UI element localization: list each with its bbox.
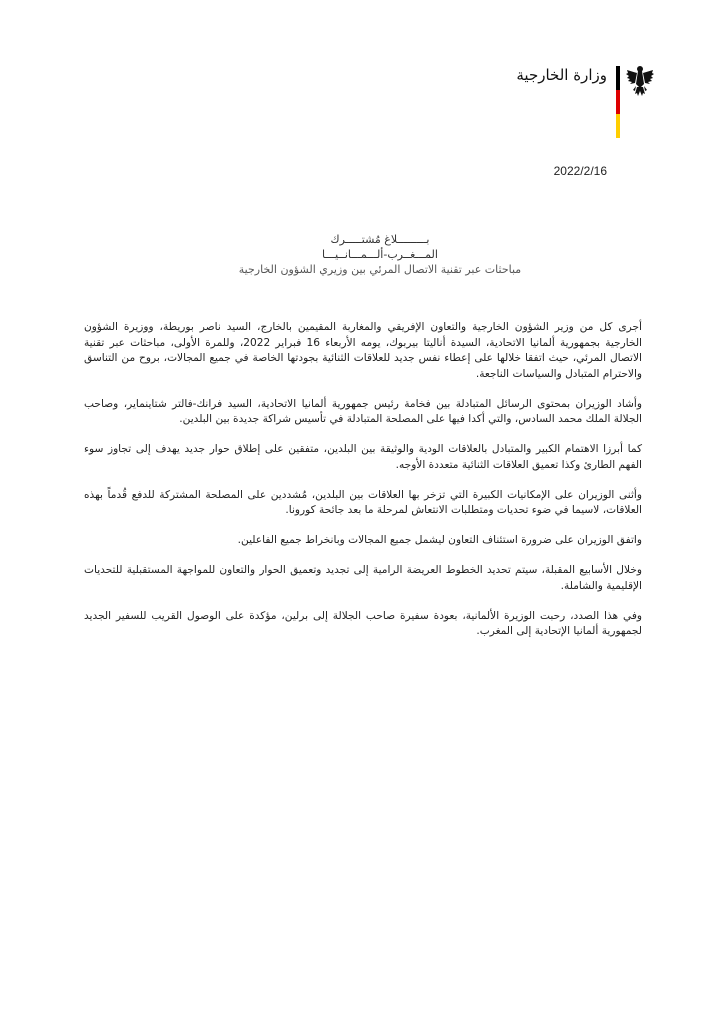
document-body	[84, 320, 642, 654]
title-block	[200, 232, 560, 277]
paragraph: وخلال الأسابيع المقبلة، سيتم تحديد الخطوط العريضة الرامية إلى تجديد وتعميق الحوار والتعاون للمواجهة المستقبلية للتحديات الإقليمية والشاملة.	[84, 564, 642, 592]
title-countries: المـــغــرب-ألـــمـــانــيـــا	[322, 248, 438, 261]
flag-gold-segment	[616, 114, 620, 138]
paragraph: واتفق الوزيران على ضرورة استئناف التعاون ليشمل جميع المجالات وبانخراط جميع الفاعلين.	[237, 534, 642, 546]
title-subject: مباحثات عبر تقنية الاتصال المرئي بين وزيري الشؤون الخارجية	[238, 263, 522, 276]
federal-eagle-icon	[626, 64, 654, 98]
title-joint-statement: بـــــــــلاغ مُشتـــــرك	[330, 233, 430, 246]
flag-stripe	[616, 66, 620, 138]
flag-red-segment	[616, 90, 620, 114]
ministry-name: وزارة الخارجية	[516, 66, 607, 84]
paragraph: وفي هذا الصدد، رحبت الوزيرة الألمانية، بعودة سفيرة صاحب الجلالة إلى برلين، مؤكدة على الوصول القريب للسفير الجديد لجمهورية ألمانيا الإتحادية إلى المغرب.	[84, 609, 642, 637]
paragraph: أجرى كل من وزير الشؤون الخارجية والتعاون الإفريقي والمغاربة المقيمين بالخارج، السيد ناصر بوريطة، ووزيرة الشؤون الخارجية بجمهورية ألمانيا الاتحادية، السيدة أناليتا بيربوك، يومه الأربعاء 16 فبراير 2022، وللمرة الأولى، مباحثات عبر تقنية الاتصال المرئي، حيث اتفقا خلالها على إعطاء نفس جديد للعلاقات الثنائية بجودتها الخاصة في جميع المجالات، بروح من التناسق والاحترام المتبادل والسياسات الناجعة.	[84, 321, 642, 380]
paragraph: وأثنى الوزيران على الإمكانيات الكبيرة التي تزخر بها العلاقات بين البلدين، مُشددين على المصلحة المشتركة للدفع قُدماً بهذه العلاقات، لاسيما في ضوء تحديات ومتطلبات الانتعاش لمرحلة ما بعد جائحة كورونا.	[84, 488, 642, 516]
document-date: 2022/2/16	[553, 164, 607, 178]
paragraph: وأشاد الوزيران بمحتوى الرسائل المتبادلة بين فخامة رئيس جمهورية ألمانيا الاتحادية، السيد فرانك-فالتر شتاينماير، وصاحب الجلالة الملك محمد السادس، والتي أكدا فيها على المصلحة المتبادلة في تأسيس شراكة جديدة بين البلدين.	[84, 397, 642, 425]
flag-black-segment	[616, 66, 620, 90]
paragraph: كما أبرزا الاهتمام الكبير والمتبادل بالعلاقات الودية والوثيقة بين البلدين، متفقين على إطلاق حوار جديد يهدف إلى تجاوز سوء الفهم الطارئ وكذا تعميق العلاقات الثنائية متعددة الأوجه.	[84, 443, 642, 471]
